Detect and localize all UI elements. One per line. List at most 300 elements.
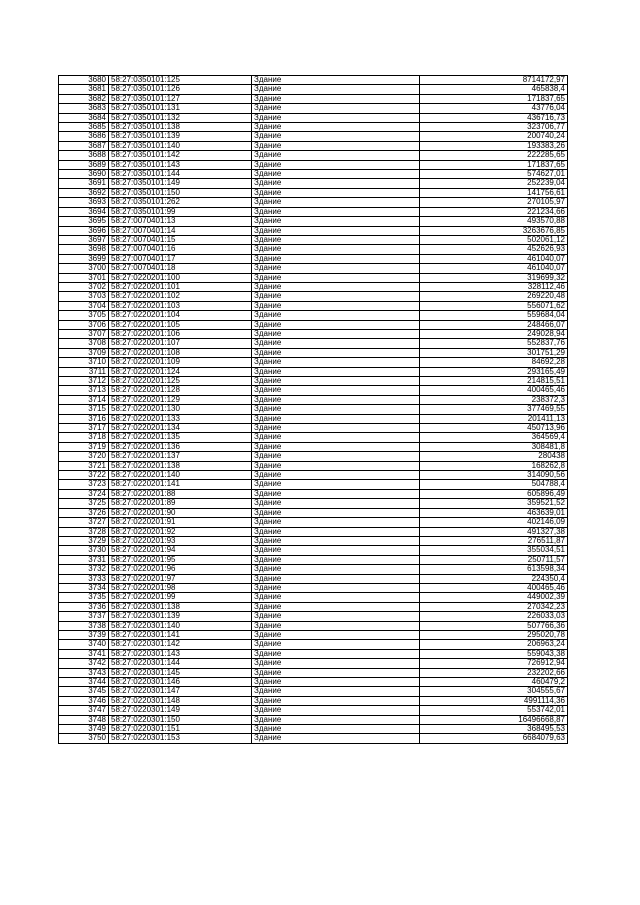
- row-number-cell: 3714: [59, 395, 109, 404]
- row-number-cell: 3693: [59, 198, 109, 207]
- table-row: [59, 320, 568, 329]
- cadastral-value-cell: 304555,67: [420, 687, 568, 696]
- cadastral-number-cell: 58:27:0220301:153: [109, 734, 252, 743]
- object-type-cell: Здание: [252, 574, 420, 583]
- cadastral-value-cell: 84692,28: [420, 358, 568, 367]
- table-row: [59, 377, 568, 386]
- row-number-cell: 3735: [59, 593, 109, 602]
- table-body: [59, 76, 568, 744]
- cadastral-value-cell: 726912,94: [420, 659, 568, 668]
- object-type-cell: Здание: [252, 621, 420, 630]
- object-type-cell: Здание: [252, 245, 420, 254]
- cadastral-value-cell: 269220,48: [420, 292, 568, 301]
- object-type-cell: Здание: [252, 358, 420, 367]
- cadastral-number-cell: 58:27:0070401:15: [109, 235, 252, 244]
- table-row: [59, 367, 568, 376]
- table-row: [59, 630, 568, 639]
- row-number-cell: 3705: [59, 311, 109, 320]
- cadastral-value-cell: 450713,96: [420, 424, 568, 433]
- cadastral-number-cell: 58:27:0220201:98: [109, 583, 252, 592]
- table-row: [59, 264, 568, 273]
- cadastral-number-cell: 58:27:0220201:107: [109, 339, 252, 348]
- cadastral-number-cell: 58:27:0070401:14: [109, 226, 252, 235]
- row-number-cell: 3689: [59, 160, 109, 169]
- table-row: [59, 141, 568, 150]
- cadastral-value-cell: 201411,13: [420, 414, 568, 423]
- table-row: [59, 395, 568, 404]
- object-type-cell: Здание: [252, 104, 420, 113]
- cadastral-value-cell: 364569,4: [420, 433, 568, 442]
- cadastral-number-cell: 58:27:0220301:151: [109, 725, 252, 734]
- cadastral-value-cell: 171837,65: [420, 160, 568, 169]
- cadastral-value-cell: 200740,24: [420, 132, 568, 141]
- cadastral-number-cell: 58:27:0220201:141: [109, 480, 252, 489]
- object-type-cell: Здание: [252, 734, 420, 743]
- cadastral-number-cell: 58:27:0220201:102: [109, 292, 252, 301]
- cadastral-value-cell: 402146,09: [420, 518, 568, 527]
- row-number-cell: 3695: [59, 217, 109, 226]
- row-number-cell: 3715: [59, 405, 109, 414]
- cadastral-value-cell: 436716,73: [420, 113, 568, 122]
- table-row: [59, 734, 568, 743]
- table-row: [59, 113, 568, 122]
- row-number-cell: 3745: [59, 687, 109, 696]
- object-type-cell: Здание: [252, 123, 420, 132]
- cadastral-number-cell: 58:27:0350101:125: [109, 76, 252, 85]
- row-number-cell: 3740: [59, 640, 109, 649]
- row-number-cell: 3703: [59, 292, 109, 301]
- row-number-cell: 3733: [59, 574, 109, 583]
- table-row: [59, 414, 568, 423]
- object-type-cell: Здание: [252, 113, 420, 122]
- table-row: [59, 76, 568, 85]
- cadastral-number-cell: 58:27:0220201:91: [109, 518, 252, 527]
- object-type-cell: Здание: [252, 141, 420, 150]
- row-number-cell: 3734: [59, 583, 109, 592]
- cadastral-number-cell: 58:27:0350101:139: [109, 132, 252, 141]
- object-type-cell: Здание: [252, 489, 420, 498]
- table-row: [59, 555, 568, 564]
- table-row: [59, 273, 568, 282]
- object-type-cell: Здание: [252, 377, 420, 386]
- cadastral-value-cell: 141756,61: [420, 188, 568, 197]
- cadastral-number-cell: 58:27:0220201:89: [109, 499, 252, 508]
- object-type-cell: Здание: [252, 687, 420, 696]
- cadastral-number-cell: 58:27:0350101:127: [109, 94, 252, 103]
- row-number-cell: 3685: [59, 123, 109, 132]
- cadastral-number-cell: 58:27:0220201:138: [109, 461, 252, 470]
- cadastral-number-cell: 58:27:0220301:140: [109, 621, 252, 630]
- row-number-cell: 3716: [59, 414, 109, 423]
- row-number-cell: 3694: [59, 207, 109, 216]
- cadastral-number-cell: 58:27:0220201:95: [109, 555, 252, 564]
- cadastral-value-cell: 270342,23: [420, 602, 568, 611]
- row-number-cell: 3750: [59, 734, 109, 743]
- cadastral-number-cell: 58:27:0220301:143: [109, 649, 252, 658]
- object-type-cell: Здание: [252, 395, 420, 404]
- cadastral-number-cell: 58:27:0220301:142: [109, 640, 252, 649]
- object-type-cell: Здание: [252, 442, 420, 451]
- table-row: [59, 188, 568, 197]
- object-type-cell: Здание: [252, 292, 420, 301]
- cadastral-number-cell: 58:27:0220201:109: [109, 358, 252, 367]
- table-row: [59, 282, 568, 291]
- cadastral-number-cell: 58:27:0350101:143: [109, 160, 252, 169]
- cadastral-value-cell: 452626,93: [420, 245, 568, 254]
- object-type-cell: Здание: [252, 668, 420, 677]
- row-number-cell: 3729: [59, 536, 109, 545]
- table-row: [59, 678, 568, 687]
- cadastral-value-cell: 502061,12: [420, 235, 568, 244]
- table-row: [59, 640, 568, 649]
- table-row: [59, 442, 568, 451]
- document-sheet: [58, 75, 567, 744]
- cadastral-value-cell: 463639,01: [420, 508, 568, 517]
- cadastral-number-cell: 58:27:0070401:17: [109, 254, 252, 263]
- row-number-cell: 3701: [59, 273, 109, 282]
- row-number-cell: 3702: [59, 282, 109, 291]
- row-number-cell: 3711: [59, 367, 109, 376]
- table-row: [59, 301, 568, 310]
- row-number-cell: 3683: [59, 104, 109, 113]
- object-type-cell: Здание: [252, 339, 420, 348]
- cadastral-number-cell: 58:27:0220301:141: [109, 630, 252, 639]
- object-type-cell: Здание: [252, 508, 420, 517]
- cadastral-number-cell: 58:27:0220201:90: [109, 508, 252, 517]
- cadastral-value-cell: 449002,39: [420, 593, 568, 602]
- cadastral-number-cell: 58:27:0220201:108: [109, 348, 252, 357]
- row-number-cell: 3710: [59, 358, 109, 367]
- cadastral-value-cell: 465838,4: [420, 85, 568, 94]
- table-row: [59, 94, 568, 103]
- row-number-cell: 3744: [59, 678, 109, 687]
- cadastral-number-cell: 58:27:0220201:134: [109, 424, 252, 433]
- cadastral-number-cell: 58:27:0350101:150: [109, 188, 252, 197]
- object-type-cell: Здание: [252, 264, 420, 273]
- cadastral-number-cell: 58:27:0220201:125: [109, 377, 252, 386]
- cadastral-value-cell: 552837,76: [420, 339, 568, 348]
- object-type-cell: Здание: [252, 715, 420, 724]
- row-number-cell: 3719: [59, 442, 109, 451]
- object-type-cell: Здание: [252, 433, 420, 442]
- table-row: [59, 659, 568, 668]
- table-row: [59, 621, 568, 630]
- cadastral-number-cell: 58:27:0220201:136: [109, 442, 252, 451]
- row-number-cell: 3712: [59, 377, 109, 386]
- table-row: [59, 546, 568, 555]
- cadastral-value-cell: 504788,4: [420, 480, 568, 489]
- cadastral-number-cell: 58:27:0350101:138: [109, 123, 252, 132]
- cadastral-number-cell: 58:27:0220201:129: [109, 395, 252, 404]
- cadastral-value-cell: 493570,88: [420, 217, 568, 226]
- object-type-cell: Здание: [252, 348, 420, 357]
- cadastral-value-cell: 3263676,85: [420, 226, 568, 235]
- table-row: [59, 518, 568, 527]
- table-row: [59, 527, 568, 536]
- cadastral-value-cell: 214815,51: [420, 377, 568, 386]
- object-type-cell: Здание: [252, 499, 420, 508]
- table-row: [59, 348, 568, 357]
- cadastral-number-cell: 58:27:0220301:138: [109, 602, 252, 611]
- cadastral-value-cell: 248466,07: [420, 320, 568, 329]
- row-number-cell: 3680: [59, 76, 109, 85]
- row-number-cell: 3724: [59, 489, 109, 498]
- object-type-cell: Здание: [252, 198, 420, 207]
- row-number-cell: 3747: [59, 706, 109, 715]
- object-type-cell: Здание: [252, 160, 420, 169]
- cadastral-value-cell: 6684079,63: [420, 734, 568, 743]
- table-row: [59, 668, 568, 677]
- object-type-cell: Здание: [252, 602, 420, 611]
- cadastral-value-cell: 319699,32: [420, 273, 568, 282]
- object-type-cell: Здание: [252, 649, 420, 658]
- row-number-cell: 3704: [59, 301, 109, 310]
- cadastral-number-cell: 58:27:0220201:101: [109, 282, 252, 291]
- object-type-cell: Здание: [252, 301, 420, 310]
- cadastral-value-cell: 368495,53: [420, 725, 568, 734]
- row-number-cell: 3738: [59, 621, 109, 630]
- cadastral-number-cell: 58:27:0220201:97: [109, 574, 252, 583]
- cadastral-value-cell: 314090,56: [420, 471, 568, 480]
- table-row: [59, 85, 568, 94]
- object-type-cell: Здание: [252, 226, 420, 235]
- cadastral-value-cell: 293165,49: [420, 367, 568, 376]
- row-number-cell: 3686: [59, 132, 109, 141]
- cadastral-value-cell: 171837,65: [420, 94, 568, 103]
- table-row: [59, 179, 568, 188]
- cadastral-value-cell: 556071,62: [420, 301, 568, 310]
- table-row: [59, 160, 568, 169]
- object-type-cell: Здание: [252, 480, 420, 489]
- object-type-cell: Здание: [252, 659, 420, 668]
- object-type-cell: Здание: [252, 367, 420, 376]
- cadastral-value-cell: 222285,65: [420, 151, 568, 160]
- cadastral-number-cell: 58:27:0070401:18: [109, 264, 252, 273]
- row-number-cell: 3749: [59, 725, 109, 734]
- cadastral-value-cell: 43776,04: [420, 104, 568, 113]
- object-type-cell: Здание: [252, 311, 420, 320]
- table-row: [59, 254, 568, 263]
- cadastral-value-cell: 295020,78: [420, 630, 568, 639]
- row-number-cell: 3697: [59, 235, 109, 244]
- object-type-cell: Здание: [252, 678, 420, 687]
- cadastral-number-cell: 58:27:0220201:94: [109, 546, 252, 555]
- cadastral-number-cell: 58:27:0070401:13: [109, 217, 252, 226]
- object-type-cell: Здание: [252, 593, 420, 602]
- cadastral-number-cell: 58:27:0220201:105: [109, 320, 252, 329]
- cadastral-value-cell: 328112,46: [420, 282, 568, 291]
- row-number-cell: 3708: [59, 339, 109, 348]
- row-number-cell: 3737: [59, 612, 109, 621]
- cadastral-number-cell: 58:27:0350101:144: [109, 170, 252, 179]
- cadastral-number-cell: 58:27:0070401:16: [109, 245, 252, 254]
- row-number-cell: 3699: [59, 254, 109, 263]
- cadastral-number-cell: 58:27:0220201:135: [109, 433, 252, 442]
- cadastral-value-cell: 4991114,36: [420, 696, 568, 705]
- cadastral-value-cell: 224350,4: [420, 574, 568, 583]
- row-number-cell: 3692: [59, 188, 109, 197]
- cadastral-value-cell: 400465,46: [420, 386, 568, 395]
- cadastral-number-cell: 58:27:0220201:93: [109, 536, 252, 545]
- table-row: [59, 198, 568, 207]
- row-number-cell: 3728: [59, 527, 109, 536]
- table-row: [59, 612, 568, 621]
- cadastral-number-cell: 58:27:0350101:132: [109, 113, 252, 122]
- cadastral-value-cell: 276511,87: [420, 536, 568, 545]
- row-number-cell: 3707: [59, 329, 109, 338]
- object-type-cell: Здание: [252, 527, 420, 536]
- row-number-cell: 3725: [59, 499, 109, 508]
- object-type-cell: Здание: [252, 329, 420, 338]
- cadastral-number-cell: 58:27:0220301:148: [109, 696, 252, 705]
- row-number-cell: 3722: [59, 471, 109, 480]
- row-number-cell: 3730: [59, 546, 109, 555]
- table-row: [59, 565, 568, 574]
- cadastral-value-cell: 377469,55: [420, 405, 568, 414]
- row-number-cell: 3687: [59, 141, 109, 150]
- object-type-cell: Здание: [252, 170, 420, 179]
- object-type-cell: Здание: [252, 188, 420, 197]
- cadastral-number-cell: 58:27:0220201:130: [109, 405, 252, 414]
- object-type-cell: Здание: [252, 518, 420, 527]
- row-number-cell: 3720: [59, 452, 109, 461]
- table-row: [59, 386, 568, 395]
- cadastral-value-cell: 400465,46: [420, 583, 568, 592]
- table-row: [59, 593, 568, 602]
- object-type-cell: Здание: [252, 640, 420, 649]
- row-number-cell: 3698: [59, 245, 109, 254]
- row-number-cell: 3713: [59, 386, 109, 395]
- table-row: [59, 123, 568, 132]
- cadastral-number-cell: 58:27:0220301:149: [109, 706, 252, 715]
- cadastral-number-cell: 58:27:0220201:99: [109, 593, 252, 602]
- property-table: [58, 75, 568, 744]
- cadastral-number-cell: 58:27:0220201:133: [109, 414, 252, 423]
- cadastral-value-cell: 193383,26: [420, 141, 568, 150]
- cadastral-value-cell: 359521,52: [420, 499, 568, 508]
- table-row: [59, 226, 568, 235]
- cadastral-number-cell: 58:27:0350101:126: [109, 85, 252, 94]
- cadastral-value-cell: 559043,38: [420, 649, 568, 658]
- row-number-cell: 3717: [59, 424, 109, 433]
- table-row: [59, 706, 568, 715]
- cadastral-value-cell: 226033,03: [420, 612, 568, 621]
- cadastral-value-cell: 232202,66: [420, 668, 568, 677]
- object-type-cell: Здание: [252, 424, 420, 433]
- table-row: [59, 461, 568, 470]
- row-number-cell: 3732: [59, 565, 109, 574]
- row-number-cell: 3727: [59, 518, 109, 527]
- cadastral-value-cell: 460479,2: [420, 678, 568, 687]
- cadastral-value-cell: 270105,97: [420, 198, 568, 207]
- cadastral-value-cell: 461040,07: [420, 254, 568, 263]
- table-row: [59, 452, 568, 461]
- object-type-cell: Здание: [252, 555, 420, 564]
- row-number-cell: 3718: [59, 433, 109, 442]
- cadastral-value-cell: 308481,8: [420, 442, 568, 451]
- table-row: [59, 104, 568, 113]
- cadastral-number-cell: 58:27:0220201:104: [109, 311, 252, 320]
- cadastral-number-cell: 58:27:0220201:140: [109, 471, 252, 480]
- cadastral-value-cell: 8714172,97: [420, 76, 568, 85]
- cadastral-number-cell: 58:27:0220201:88: [109, 489, 252, 498]
- cadastral-number-cell: 58:27:0220301:147: [109, 687, 252, 696]
- row-number-cell: 3723: [59, 480, 109, 489]
- table-row: [59, 151, 568, 160]
- object-type-cell: Здание: [252, 254, 420, 263]
- row-number-cell: 3731: [59, 555, 109, 564]
- cadastral-number-cell: 58:27:0350101:131: [109, 104, 252, 113]
- cadastral-value-cell: 252239,04: [420, 179, 568, 188]
- table-row: [59, 574, 568, 583]
- object-type-cell: Здание: [252, 85, 420, 94]
- cadastral-value-cell: 355034,51: [420, 546, 568, 555]
- object-type-cell: Здание: [252, 179, 420, 188]
- cadastral-value-cell: 16496668,87: [420, 715, 568, 724]
- table-row: [59, 132, 568, 141]
- cadastral-value-cell: 605896,49: [420, 489, 568, 498]
- row-number-cell: 3736: [59, 602, 109, 611]
- object-type-cell: Здание: [252, 414, 420, 423]
- object-type-cell: Здание: [252, 235, 420, 244]
- cadastral-number-cell: 58:27:0350101:140: [109, 141, 252, 150]
- table-row: [59, 217, 568, 226]
- row-number-cell: 3681: [59, 85, 109, 94]
- object-type-cell: Здание: [252, 320, 420, 329]
- cadastral-number-cell: 58:27:0220201:106: [109, 329, 252, 338]
- table-row: [59, 405, 568, 414]
- table-row: [59, 649, 568, 658]
- cadastral-value-cell: 280438: [420, 452, 568, 461]
- cadastral-value-cell: 507766,36: [420, 621, 568, 630]
- row-number-cell: 3741: [59, 649, 109, 658]
- row-number-cell: 3688: [59, 151, 109, 160]
- cadastral-number-cell: 58:27:0350101:142: [109, 151, 252, 160]
- table-row: [59, 424, 568, 433]
- cadastral-number-cell: 58:27:0220201:100: [109, 273, 252, 282]
- row-number-cell: 3682: [59, 94, 109, 103]
- table-row: [59, 489, 568, 498]
- row-number-cell: 3742: [59, 659, 109, 668]
- row-number-cell: 3700: [59, 264, 109, 273]
- cadastral-value-cell: 249028,94: [420, 329, 568, 338]
- table-row: [59, 329, 568, 338]
- cadastral-number-cell: 58:27:0220301:150: [109, 715, 252, 724]
- object-type-cell: Здание: [252, 282, 420, 291]
- object-type-cell: Здание: [252, 452, 420, 461]
- table-row: [59, 358, 568, 367]
- table-row: [59, 235, 568, 244]
- row-number-cell: 3691: [59, 179, 109, 188]
- cadastral-number-cell: 58:27:0350101:99: [109, 207, 252, 216]
- object-type-cell: Здание: [252, 630, 420, 639]
- object-type-cell: Здание: [252, 583, 420, 592]
- cadastral-value-cell: 559684,04: [420, 311, 568, 320]
- cadastral-value-cell: 491327,38: [420, 527, 568, 536]
- cadastral-value-cell: 238372,3: [420, 395, 568, 404]
- row-number-cell: 3743: [59, 668, 109, 677]
- object-type-cell: Здание: [252, 612, 420, 621]
- object-type-cell: Здание: [252, 471, 420, 480]
- object-type-cell: Здание: [252, 461, 420, 470]
- object-type-cell: Здание: [252, 706, 420, 715]
- cadastral-number-cell: 58:27:0350101:262: [109, 198, 252, 207]
- object-type-cell: Здание: [252, 132, 420, 141]
- cadastral-value-cell: 613598,34: [420, 565, 568, 574]
- table-row: [59, 480, 568, 489]
- object-type-cell: Здание: [252, 76, 420, 85]
- cadastral-value-cell: 323706,77: [420, 123, 568, 132]
